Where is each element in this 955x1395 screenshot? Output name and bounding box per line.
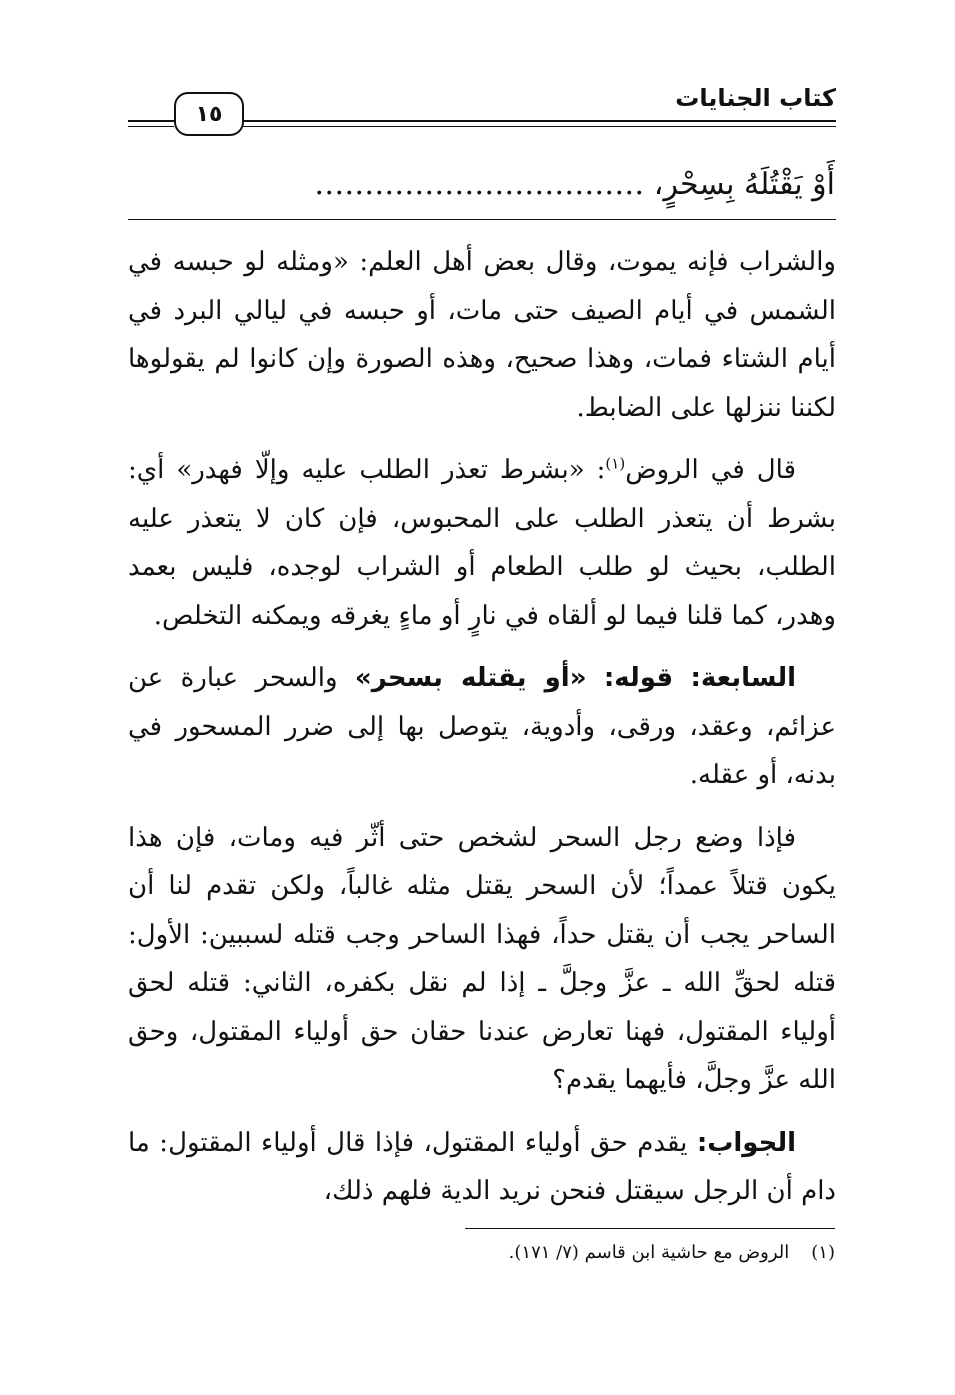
- paragraph-2-start: قال في الروض: [625, 455, 796, 485]
- paragraph-5-rest: يقدم حق أولياء المقتول، فإذا قال أولياء المقتول: ما دام أن الرجل سيقتل فنحن نريد الدية فلهم ذلك،: [128, 1127, 836, 1206]
- header-rule-left: [128, 120, 174, 122]
- matn-text: أَوْ يَقْتُلَهُ بِسِحْرٍ،: [653, 167, 835, 202]
- footnote-divider: [465, 1228, 835, 1229]
- paragraph-1: والشراب فإنه يموت، وقال بعض أهل العلم: «ومثله لو حبسه في الشمس في أيام الصيف حتى مات، أو حبسه في ليالي البرد في أيام الشتاء فمات، وهذا صحيح، وهذه الصورة وإن كانوا لم يقولوها لكننا ننزلها على الضابط.: [128, 247, 836, 423]
- paragraph-3-rest: والسحر عبارة عن عزائم، وعقد، ورقى، وأدوية، يتوصل بها إلى ضرر المسحور في بدنه، أو عقله.: [128, 663, 836, 790]
- paragraph-3: [128, 654, 836, 800]
- matn-divider: [128, 219, 836, 220]
- qawluhu-label: قوله:: [603, 663, 674, 693]
- paragraph-4: فإذا وضع رجل السحر لشخص حتى أثّر فيه ومات، فإن هذا يكون قتلاً عمداً؛ لأن السحر يقتل مثله غالباً، ولكن تقدم لنا أن الساحر يجب أن يقتل حداً، فهذا الساحر وجب قتله لسببين: الأول: قتله لحقِّ الله ـ عزَّ وجلَّ ـ إذا لم نقل بكفره، الثاني: قتله لحق أولياء المقتول، فهنا تعارض عندنا حقان حق أولياء المقتول، وحق الله عزَّ وجلَّ، فأيهما يقدم؟: [128, 822, 836, 1095]
- matn-quote: «أو يقتله بسحر»: [354, 663, 587, 693]
- matn-dots: ……………………………: [314, 167, 645, 202]
- paragraph-2: [128, 446, 836, 640]
- page-header: [128, 80, 836, 136]
- footnote-text: الروض مع حاشية ابن قاسم (٧/ ١٧١).: [508, 1242, 790, 1263]
- book-title: كتاب الجنايات: [675, 84, 836, 112]
- matn-line: [128, 160, 835, 210]
- footnote: [127, 1236, 835, 1270]
- paragraph-5: [128, 1119, 836, 1216]
- header-rule-left-thin: [128, 126, 174, 127]
- answer-label: الجواب:: [696, 1127, 796, 1158]
- paragraph-2-rest: : «بشرط تعذر الطلب عليه وإلّا فهدر» أي: بشرط أن يتعذر الطلب على المحبوس، فإن كان لا يتعذر عليه الطلب، بحيث لو طلب الطعام أو الشراب لوجده، فليس بعمد وهدر، كما قلنا فيما لو ألقاه في نارٍ أو ماءٍ يغرقه ويمكنه التخلص.: [128, 455, 836, 631]
- commentary-body: [128, 238, 836, 1230]
- header-rule-thin: [238, 126, 836, 127]
- page-number: ١٥: [174, 92, 244, 136]
- header-rule: [238, 120, 836, 122]
- footnote-marker: (١): [811, 1242, 835, 1263]
- section-label: السابعة:: [690, 663, 797, 693]
- footnote-reference[interactable]: (١): [605, 454, 626, 473]
